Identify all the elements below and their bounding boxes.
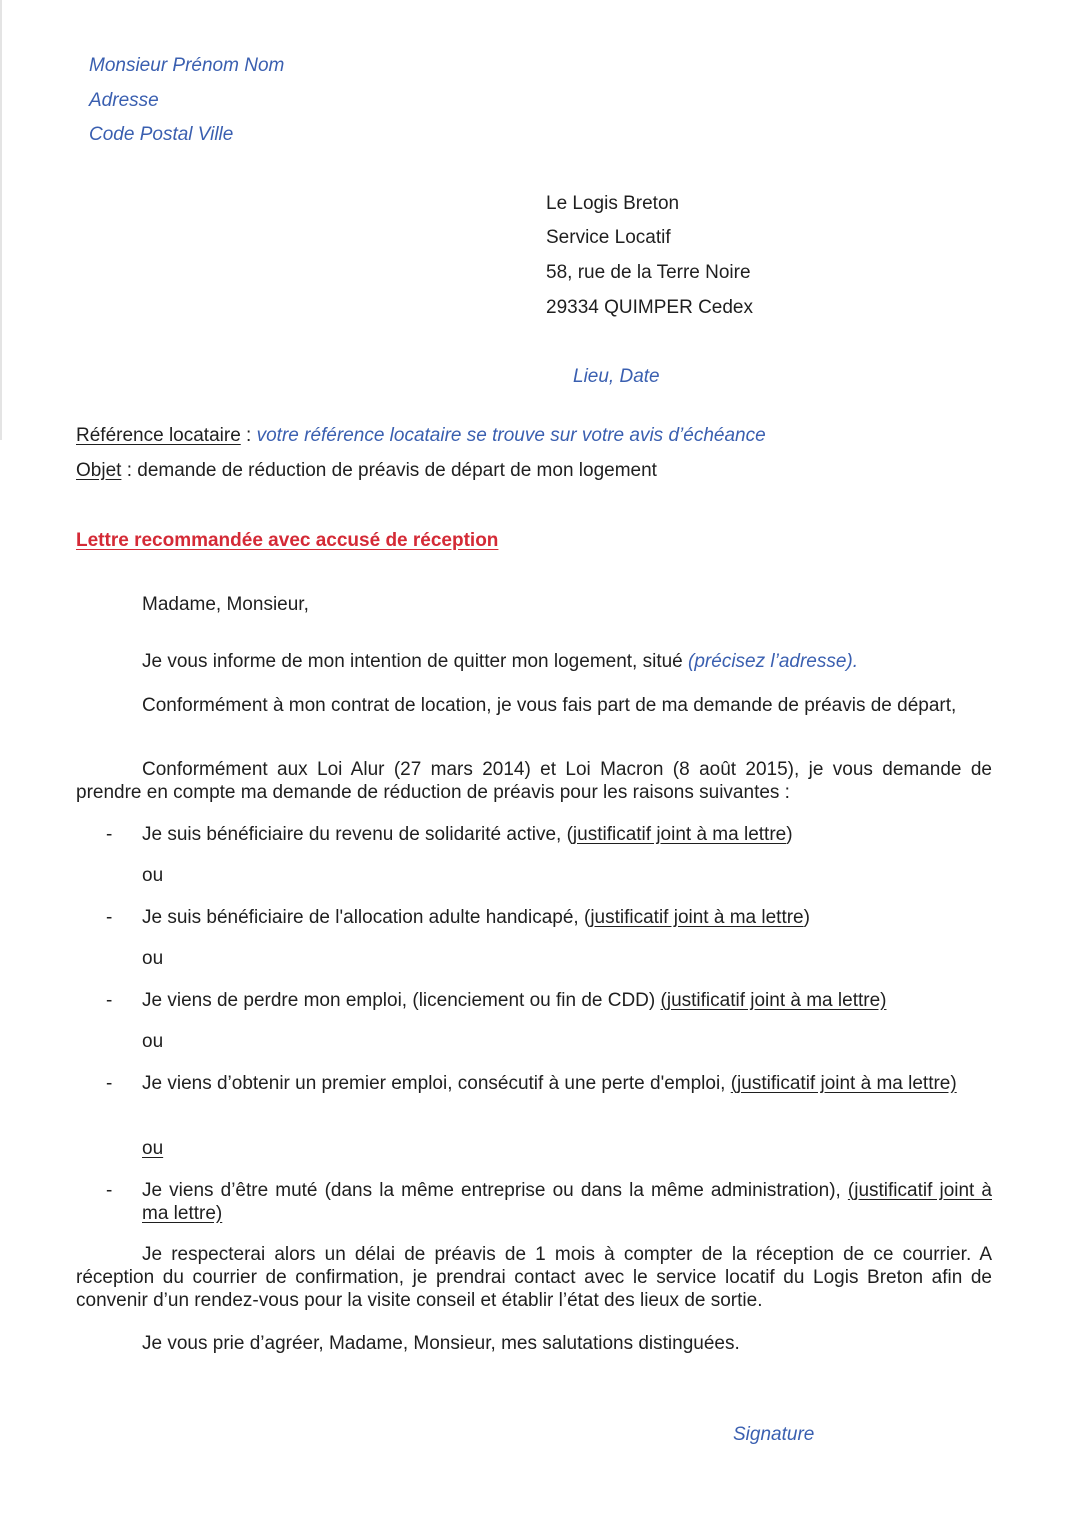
registered-mail-title: Lettre recommandée avec accusé de réception [76, 530, 499, 551]
proof-note: justificatif joint à ma lettre [590, 907, 804, 928]
paragraph-contract: Conformément à mon contrat de location, je vous fais part de ma demande de préavis de départ, [142, 695, 957, 716]
reason-end: ) [803, 907, 810, 928]
bullet-dash: - [106, 990, 113, 1011]
reason-text: Je viens d’obtenir un premier emploi, consécutif à une perte d'emploi, [142, 1073, 731, 1094]
list-item [142, 989, 992, 1012]
bullet-dash: - [106, 907, 113, 928]
sender-name: Monsieur Prénom Nom [89, 55, 285, 76]
or-separator: ou [142, 865, 164, 886]
bullet-dash: - [106, 824, 113, 845]
paragraph-notice-period: Je respecterai alors un délai de préavis de 1 mois à compter de la réception de ce courrier. A réception du courrier de confirmation, je prendrai contact avec le service locatif du Logis Breton afin de convenir d’un rendez-vous pour la visite conseil et établir l’état des lieux de sortie. [76, 1244, 992, 1311]
recipient-line-4: 29334 QUIMPER Cedex [546, 297, 753, 318]
sender-city: Code Postal Ville [89, 124, 234, 145]
reference-label: Référence locataire [76, 425, 241, 446]
or-separator: ou [142, 1031, 164, 1052]
sender-address: Adresse [89, 90, 159, 111]
intro-text: Je vous informe de mon intention de quitter mon logement, situé [142, 651, 689, 672]
reason-text: Je viens de perdre mon emploi, (licenciement ou fin de CDD) [142, 990, 661, 1011]
list-item [142, 906, 992, 929]
recipient-line-2: Service Locatif [546, 227, 671, 248]
bullet-dash: - [106, 1073, 113, 1094]
paragraph-laws: Conformément aux Loi Alur (27 mars 2014) et Loi Macron (8 août 2015), je vous demande de prendre en compte ma demande de réduction de préavis pour les raisons suivantes : [76, 759, 992, 803]
list-item [142, 823, 992, 846]
salutation: Madame, Monsieur, [142, 594, 309, 615]
object-line [76, 459, 657, 482]
object-label: Objet [76, 460, 122, 481]
reason-end: ) [786, 824, 793, 845]
closing-formula: Je vous prie d’agréer, Madame, Monsieur, mes salutations distinguées. [142, 1333, 740, 1354]
reference-value: votre référence locataire se trouve sur votre avis d’échéance [256, 425, 766, 446]
address-hint: (précisez l’adresse). [688, 651, 859, 672]
reason-text: Je suis bénéficiaire de l'allocation adulte handicapé, ( [142, 907, 591, 928]
list-item [142, 1072, 992, 1095]
recipient-line-1: Le Logis Breton [546, 193, 680, 214]
signature-placeholder: Signature [733, 1424, 815, 1445]
proof-note: justificatif joint à ma lettre [572, 824, 787, 845]
bullet-dash: - [106, 1180, 113, 1201]
proof-note: (justificatif joint à ma lettre) [142, 1180, 992, 1224]
reference-line [76, 424, 766, 447]
recipient-line-3: 58, rue de la Terre Noire [546, 262, 751, 283]
or-separator: ou [142, 948, 164, 969]
place-date: Lieu, Date [573, 366, 660, 387]
reference-sep: : [240, 425, 257, 446]
or-separator: ou [142, 1138, 164, 1159]
proof-note: (justificatif joint à ma lettre) [660, 990, 887, 1011]
list-item [142, 1179, 992, 1225]
intro-line [142, 650, 858, 673]
scan-edge-line [0, 0, 2, 440]
reason-text: Je viens d’être muté (dans la même entreprise ou dans la même administration), [142, 1180, 848, 1201]
object-value: demande de réduction de préavis de départ de mon logement [137, 460, 657, 481]
proof-note: (justificatif joint à ma lettre) [730, 1073, 957, 1094]
reason-text: Je suis bénéficiaire du revenu de solidarité active, ( [142, 824, 573, 845]
object-sep: : [121, 460, 138, 481]
